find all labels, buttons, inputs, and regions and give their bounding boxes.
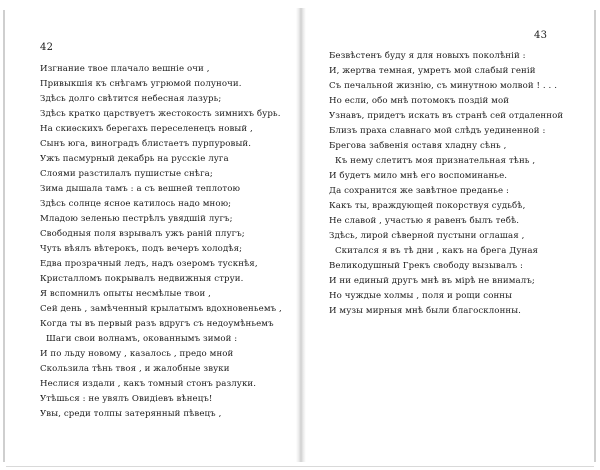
verse-line: Едва прозрачный ледъ, надъ озеромъ тускнѣя,: [40, 259, 258, 269]
verse-line: Съ печальной жизнiю, съ минутною молвой ! . . .: [329, 81, 558, 91]
verse-line: Сей день , замѣченный крылатымъ вдохновеньемъ ,: [40, 304, 282, 314]
verse-line: Но чуждые холмы , поля и рощи сонны: [329, 291, 513, 301]
left-page: [0, 0, 298, 470]
verse-line: Узнавъ, придетъ искать въ странѣ сей отдаленной: [329, 111, 564, 121]
left-page-number: 42: [40, 42, 54, 53]
right-page-text: [329, 49, 595, 319]
verse-line: Здѣсь, лирой сѣверной пустыни оглашая ,: [329, 231, 525, 241]
verse-line: Свободныя поля взрывалъ ужъ ранiй плугъ;: [40, 229, 245, 239]
verse-line: Безвѣстенъ буду я для новыхъ поколѣнiй :: [329, 51, 526, 61]
verse-line: Здѣсь солнце ясное катилось надо мною;: [40, 199, 232, 209]
right-page-number: 43: [534, 30, 548, 41]
left-page-text: [40, 62, 292, 422]
verse-line: Великодушный Грекъ свободу вызывалъ :: [329, 261, 524, 271]
verse-line: Да сохранится же завѣтное преданье :: [329, 186, 509, 196]
verse-line: Близъ праха славнаго мой слѣдъ уединенной :: [329, 126, 546, 136]
verse-line: Зима дышала тамъ : а съ вешней теплотою: [40, 184, 241, 194]
verse-line: И по льду новому , казалось , предо мной: [40, 349, 234, 359]
verse-line: И музы мирныя мнѣ были благосклонны.: [329, 306, 521, 316]
verse-line: На скиѳскихъ берегахъ переселенецъ новый ,: [40, 124, 253, 134]
verse-line: Скользила тѣнь твоя , и жалобные звуки: [40, 364, 230, 374]
verse-line: Къ нему слетитъ моя признательная тѣнь ,: [335, 156, 536, 166]
verse-line: И ни единый другъ мнѣ въ мiрѣ не внималъ;: [329, 276, 535, 286]
verse-line: Здѣсь долго свѣтится небесная лазурь;: [40, 94, 222, 104]
verse-line: Скитался я въ тѣ дни , какъ на брега Дуная: [335, 246, 539, 256]
verse-line: Брегова забвенiя оставя хладну сѣнь ,: [329, 141, 507, 151]
verse-line: Увы, среди толпы затерянный пѣвецъ ,: [40, 409, 222, 419]
verse-line: Слоями разстилалъ пушистые снѣга;: [40, 169, 213, 179]
verse-line: Когда ты въ первый разъ вдругъ съ недоумѣньемъ: [40, 319, 274, 329]
verse-line: Я вспомнилъ опыты несмѣлые твои ,: [40, 289, 211, 299]
verse-line: Сынъ юга, виноградъ блистаетъ пурпуровый.: [40, 139, 252, 149]
verse-line: Какъ ты, враждующей покорствуя судьбѣ,: [329, 201, 526, 211]
verse-line: Утѣшься : не увялъ Овидiевъ вѣнецъ!: [40, 394, 213, 404]
verse-line: Кристалломъ покрывалъ недвижныя струи.: [40, 274, 244, 284]
verse-line: Младою зеленью пестрѣлъ увядшiй лугъ;: [40, 214, 233, 224]
verse-line: Изгнание твое плачало вешнiе очи ,: [40, 64, 210, 74]
verse-line: Здѣсь кратко царствуетъ жестокость зимнихъ бурь.: [40, 109, 281, 119]
verse-line: Чуть вѣялъ вѣтерокъ, подъ вечеръ холодѣя;: [40, 244, 243, 254]
verse-line: Но если, обо мнѣ потомокъ поздiй мой: [329, 96, 510, 106]
verse-line: И, жертва темная, умретъ мой слабый генiй: [329, 66, 536, 76]
verse-line: Неслися издали , какъ томный стонъ разлуки.: [40, 379, 257, 389]
verse-line: Привыкшiя къ снѣгамъ угрюмой полуночи.: [40, 79, 242, 89]
verse-line: Не славой , участью я равенъ былъ тебѣ.: [329, 216, 520, 226]
verse-line: Шаги свои волнамъ, окованнымъ зимой :: [46, 334, 238, 344]
verse-line: Ужъ пасмурный декабрь на русскiе луга: [40, 154, 229, 164]
right-page: [302, 0, 600, 470]
verse-line: И будетъ мило мнѣ его воспоминанье.: [329, 171, 508, 181]
